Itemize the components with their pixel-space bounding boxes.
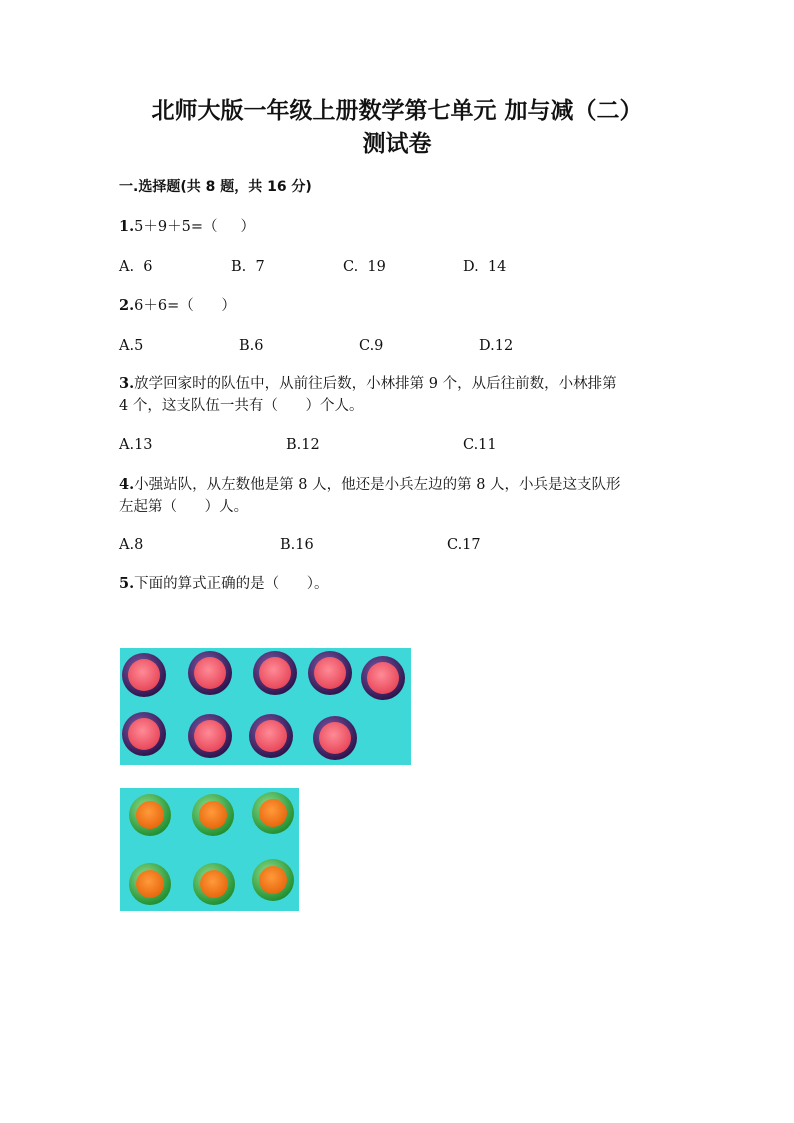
red-counters-svg [120,648,411,765]
question-text: 小强站队，从左数他是第 8 人，他还是小兵左边的第 8 人，小兵是这支队形 [134,477,621,493]
question-number: 3. [119,375,135,392]
counter-red [308,651,352,695]
question-5 [119,573,329,595]
question-text: 下面的算式正确的是（ ）。 [134,576,329,592]
question-text: 6＋6=（ ） [134,298,236,314]
counter-red [313,716,357,760]
option-b: B.12 [286,437,320,453]
question-number: 1. [119,218,135,235]
counter-orange [192,794,234,836]
counter-red [249,714,293,758]
question-2 [119,295,236,317]
option-c: C.9 [359,338,384,354]
question-4-continued: 左起第（ ）人。 [119,499,249,515]
option-c: C.17 [447,537,481,553]
counter-red [188,714,232,758]
option-b: B.6 [239,338,264,354]
option-b: B.16 [280,537,314,553]
title-line-2: 测试卷 [362,130,432,157]
option-d: D.12 [479,338,514,354]
question-text: 5＋9＋5=（ ） [134,219,256,235]
question-3-continued: 4 个，这支队伍一共有（ ）个人。 [119,398,364,414]
orange-counters-svg [120,788,299,911]
option-a: A.13 [119,437,153,453]
question-3 [119,373,617,395]
counter-red [361,656,405,700]
option-b: B. 7 [231,259,265,275]
counter-orange [252,792,294,834]
question-text: 放学回家时的队伍中，从前往后数，小林排第 9 个，从后往前数，小林排第 [134,376,617,392]
counter-red [253,651,297,695]
counter-red [122,653,166,697]
counter-orange [193,863,235,905]
option-d: D. 14 [463,259,507,275]
section-heading: 一.选择题(共 8 题，共 16 分) [119,179,312,195]
option-c: C. 19 [343,259,386,275]
option-a: A.8 [119,537,144,553]
question-1 [119,216,255,238]
orange-counters-picture [120,788,299,911]
question-number: 4. [119,476,135,493]
counter-red [122,712,166,756]
option-a: A. 6 [119,259,153,275]
counter-orange [129,863,171,905]
option-a: A.5 [119,338,144,354]
question-number: 2. [119,297,135,314]
question-4 [119,474,621,496]
counter-orange [129,794,171,836]
question-number: 5. [119,575,135,592]
option-c: C.11 [463,437,497,453]
red-counters-picture [120,648,411,765]
counter-red [188,651,232,695]
counter-orange [252,859,294,901]
title-line-1: 北师大版一年级上册数学第七单元 加与减（二） [151,97,643,124]
